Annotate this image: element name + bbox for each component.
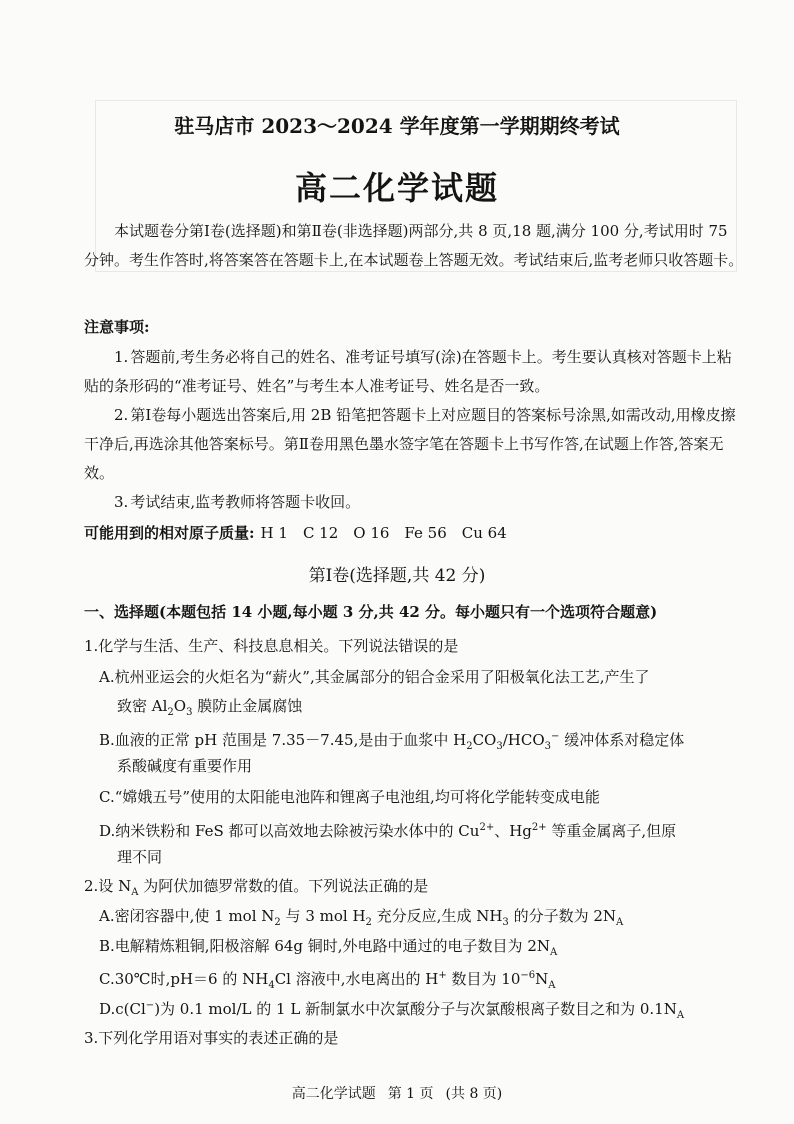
- question-1-option-b: B.血液的正常 pH 范围是 7.35－7.45,是由于血浆中 $H_2CO_3/HCO_3^-$ 缓冲体系对稳定体: [99, 731, 685, 752]
- notice-list: [84, 343, 744, 517]
- atomic-mass-label: 可能用到的相对原子质量:: [84, 524, 255, 542]
- notice-item-text: 答题前,考生务必将自己的姓名、准考证号填写(涂)在答题卡上。考生要认真核对答题卡上粘贴的条形码的“准考证号、姓名”与考生本人准考证号、姓名是否一致。: [84, 348, 732, 395]
- notice-item-number: 3.: [114, 493, 129, 511]
- notice-item-number: 1.: [114, 348, 129, 366]
- question-1-option-a: A.杭州亚运会的火炬名为“薪火”,其金属部分的铝合金采用了阳极氧化法工艺,产生了: [99, 668, 650, 686]
- section-title: 第Ⅰ卷(选择题,共 42 分): [308, 566, 486, 586]
- question-1-stem: 1.化学与生活、生产、科技息息相关。下列说法错误的是: [84, 637, 459, 655]
- notice-item: [84, 343, 744, 401]
- question-1-option-d-cont: 理不同: [117, 848, 163, 866]
- question-2-option-c: C.30℃时,pH＝6 的 $NH_4Cl$ 溶液中,水电离出的 H+ 数目为 $10^{-6}N_A$: [99, 970, 556, 991]
- notice-title: 注意事项:: [84, 318, 150, 336]
- question-1-option-a-cont: 致密 $Al_2O_3$ 膜防止金属腐蚀: [117, 697, 303, 718]
- footer-total: (共 8 页): [445, 1086, 503, 1102]
- notice-item-number: 2.: [114, 406, 129, 424]
- question-2-option-b: B.电解精炼粗铜,阳极溶解 64g 铜时,外电路中通过的电子数目为 $2N_A$: [99, 937, 558, 958]
- question-1-option-b-cont: 系酸碱度有重要作用: [117, 757, 253, 775]
- notice-item-text: 第Ⅰ卷每小题选出答案后,用 2B 铅笔把答题卡上对应题目的答案标号涂黑,如需改动,用橡皮擦干净后,再选涂其他答案标号。第Ⅱ卷用黑色墨水签字笔在答题卡上书写作答,在试题上作答,答案无效。: [84, 406, 736, 482]
- notice-item: [84, 488, 744, 517]
- question-1-option-c: C.“嫦娥五号”使用的太阳能电池阵和锂离子电池组,均可将化学能转变成电能: [99, 788, 600, 806]
- footer-page: 第 1 页: [387, 1086, 434, 1102]
- notice-item: [84, 401, 744, 488]
- page-title: 高二化学试题: [294, 169, 499, 207]
- page-footer: [0, 1084, 794, 1104]
- exam-title: 驻马店市 2023～2024 学年度第一学期期终考试: [174, 114, 620, 138]
- question-2-option-a: A.密闭容器中,使 1 mol $N_2$ 与 3 mol $H_2$ 充分反应,生成 $NH_3$ 的分子数为 $2N_A$: [99, 907, 624, 928]
- question-3-stem: 3.下列化学用语对事实的表述正确的是: [84, 1029, 339, 1047]
- intro-paragraph: 本试题卷分第Ⅰ卷(选择题)和第Ⅱ卷(非选择题)两部分,共 8 页,18 题,满分 100 分,考试用时 75 分钟。考生作答时,将答案答在答题卡上,在本试题卷上答题无效。考试结束后,监考老师只收答题卡。: [84, 222, 744, 269]
- part-title: 一、选择题(本题包括 14 小题,每小题 3 分,共 42 分。每小题只有一个选项符合题意): [84, 603, 658, 621]
- atomic-mass-values: H 1 C 12 O 16 Fe 56 Cu 64: [260, 524, 507, 542]
- notice-item-text: 考试结束,监考教师将答题卡收回。: [130, 493, 361, 511]
- question-2-option-d: D.c(Cl−)为 0.1 mol/L 的 1 L 新制氯水中次氯酸分子与次氯酸根离子数目之和为 $0.1N_A$: [99, 1000, 685, 1021]
- atomic-mass-line: [84, 523, 507, 543]
- footer-subject: 高二化学试题: [291, 1086, 376, 1102]
- question-1-option-d: D.纳米铁粉和 FeS 都可以高效地去除被污染水体中的 $Cu^{2+}$、$Hg^{2+}$ 等重金属离子,但原: [99, 822, 677, 840]
- question-2-stem: 2.设 $N_A$ 为阿伏加德罗常数的值。下列说法正确的是: [84, 877, 429, 898]
